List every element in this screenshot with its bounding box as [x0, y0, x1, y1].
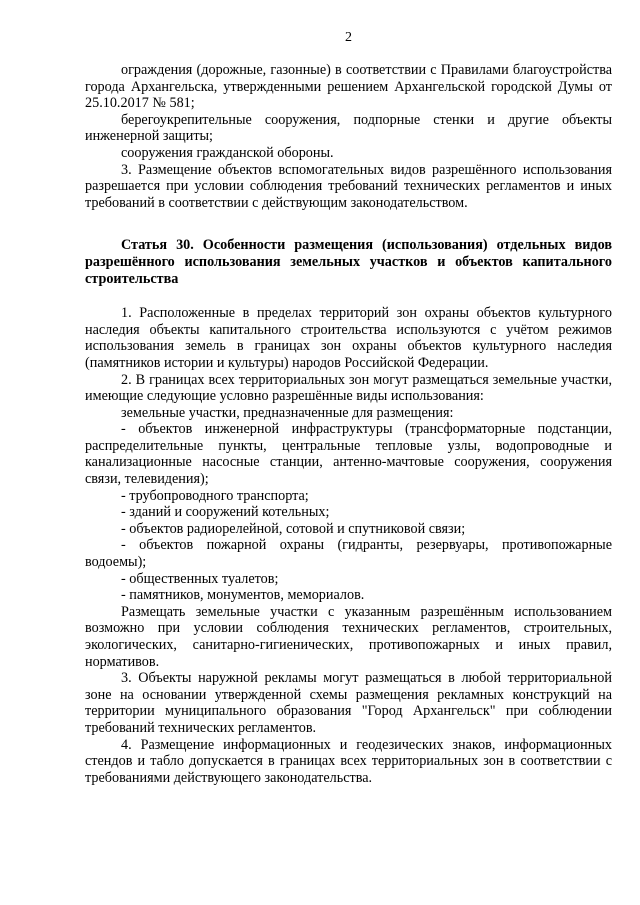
paragraph-shore-structures: берегоукрепительные сооружения, подпорные стенки и другие объекты инженерной защиты; [85, 111, 612, 145]
paragraph-land-plots-intro: земельные участки, предназначенные для размещения: [121, 404, 454, 421]
page-number: 2 [345, 30, 352, 45]
list-item-communications: - объектов радиорелейной, сотовой и спутниковой связи; [121, 520, 466, 537]
paragraph-placement-conditions: Размещать земельные участки с указанным разрешённым использованием возможно при условии соблюдения технических регламентов, строительных, экологических, санитарно-гигиенических, противопожарных и иных правил, нормативов. [85, 603, 612, 670]
paragraph-item-3-auxiliary: 3. Размещение объектов вспомогательных видов разрешённого использования разрешается при условии соблюдения требований технических регламентов и иных требований в соответствии с действующим законодательством. [85, 161, 612, 211]
paragraph-item-1-heritage: 1. Расположенные в пределах территорий зон охраны объектов культурного наследия объекты капитального строительства используются с учётом режимов использования земель в границах зон охраны объектов культурного наследия (памятников истории и культуры) народов Российской Федерации. [85, 305, 612, 371]
list-item-pipeline: - трубопроводного транспорта; [121, 487, 309, 504]
list-item-toilets: - общественных туалетов; [121, 570, 279, 587]
document-page [85, 30, 612, 786]
paragraph-fences: ограждения (дорожные, газонные) в соответствии с Правилами благоустройства города Архангельска, утвержденными решением Архангельской городской Думы от 25.10.2017 № 581; [85, 62, 612, 112]
list-item-engineering: - объектов инженерной инфраструктуры (трансформаторные подстанции, распределительные пункты, центральные тепловые узлы, водопроводные и канализационные насосные станции, антенно-мачтовые сооружения, сооружения связи, телевидения); [85, 421, 612, 488]
list-item-fire-protection: - объектов пожарной охраны (гидранты, резервуары, противопожарные водоемы); [85, 537, 612, 571]
paragraph-item-2-conditional-uses: 2. В границах всех территориальных зон могут размещаться земельные участки, имеющие следующие условно разрешённые виды использования: [85, 371, 612, 405]
article-heading: Статья 30. Особенности размещения (использования) отдельных видов разрешённого использования земельных участков и объектов капитального строительства [85, 237, 612, 287]
list-item-monuments: - памятников, монументов, мемориалов. [121, 587, 365, 604]
paragraph-item-4-signs: 4. Размещение информационных и геодезических знаков, информационных стендов и табло допускается в границах всех территориальных зон в соответствии с требованиями действующего законодательства. [85, 736, 612, 786]
list-item-boiler: - зданий и сооружений котельных; [121, 504, 330, 521]
paragraph-civil-defense: сооружения гражданской обороны. [121, 144, 334, 161]
paragraph-item-3-advertising: 3. Объекты наружной рекламы могут размещаться в любой территориальной зоне на основании утвержденной схемы размещения рекламных конструкций на территории муниципального образования "Город Архангельск" при соблюдении требований технических регламентов. [85, 670, 612, 736]
